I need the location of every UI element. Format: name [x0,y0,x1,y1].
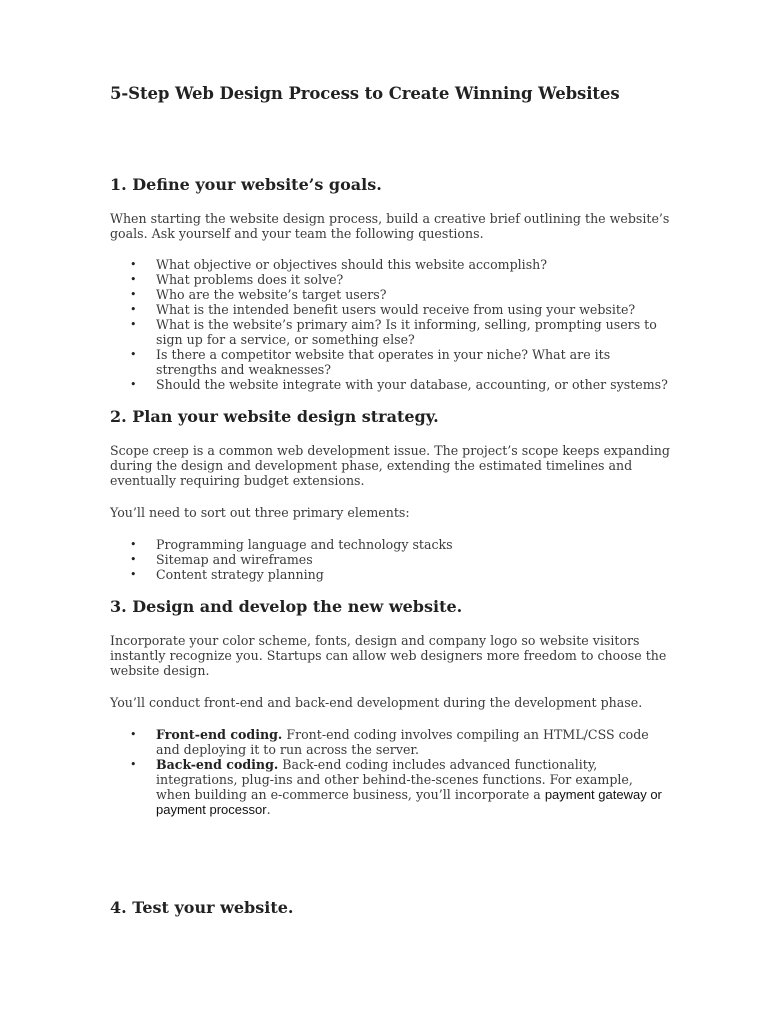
list-item: • What is the intended benefit users would receive from using your website? [110,302,670,317]
section-heading: 2. Plan your website design strategy. [110,407,439,426]
development-list [110,727,670,817]
section-paragraph: You’ll conduct front-end and back-end development during the development phase. [110,695,643,710]
list-item [110,727,670,757]
goals-question-list [110,257,670,392]
section-paragraph: Incorporate your color scheme, fonts, design and company logo so website visitors instantly recognize you. Startups can allow web designers more freedom to choose the website design. [110,633,667,678]
section-heading: 4. Test your website. [110,898,294,917]
list-item: • Who are the website’s target users? [110,287,670,302]
list-item: • What is the website’s primary aim? Is it informing, selling, prompting users to sign up for a service, or something else? [110,317,670,347]
section-intro: When starting the website design process, build a creative brief outlining the website’s goals. Ask yourself and your team the following questions. [110,211,670,241]
section-design-develop [110,597,670,817]
list-item: • Should the website integrate with your database, accounting, or other systems? [110,377,670,392]
section-heading: 1. Define your website’s goals. [110,175,382,194]
primary-elements-list [110,537,670,582]
list-item [110,757,670,817]
section-paragraph: You’ll need to sort out three primary elements: [110,505,410,520]
list-item: • Sitemap and wireframes [110,552,670,567]
section-heading: 3. Design and develop the new website. [110,597,463,616]
term-label: Back-end coding. [156,757,279,772]
section-plan-strategy [110,407,670,582]
term-tail: . [266,802,271,817]
list-item: • Is there a competitor website that operates in your niche? What are its strengths and weaknesses? [110,347,670,377]
list-item: • Programming language and technology stacks [110,537,670,552]
list-item: • Content strategy planning [110,567,670,582]
term-label: Front-end coding. [156,727,283,742]
section-define-goals [110,175,670,392]
list-item: • What objective or objectives should this website accomplish? [110,257,670,272]
term-description: Back-end coding includes advanced functionality, integrations, plug-ins and other behind-the-scenes functions. For example, when building an e-commerce business, you’ll incorporate a [156,757,633,802]
section-test-website [110,898,670,917]
section-paragraph: Scope creep is a common web development issue. The project’s scope keeps expanding during the design and development phase, extending the estimated timelines and eventually requiring budget extensions. [110,443,670,488]
list-item: • What problems does it solve? [110,272,670,287]
term-description: Front-end coding involves compiling an HTML/CSS code and deploying it to run across the server. [156,727,649,757]
payment-gateway-link[interactable]: payment gateway or payment processor [156,787,662,817]
page-title: 5-Step Web Design Process to Create Winning Websites [110,84,620,103]
